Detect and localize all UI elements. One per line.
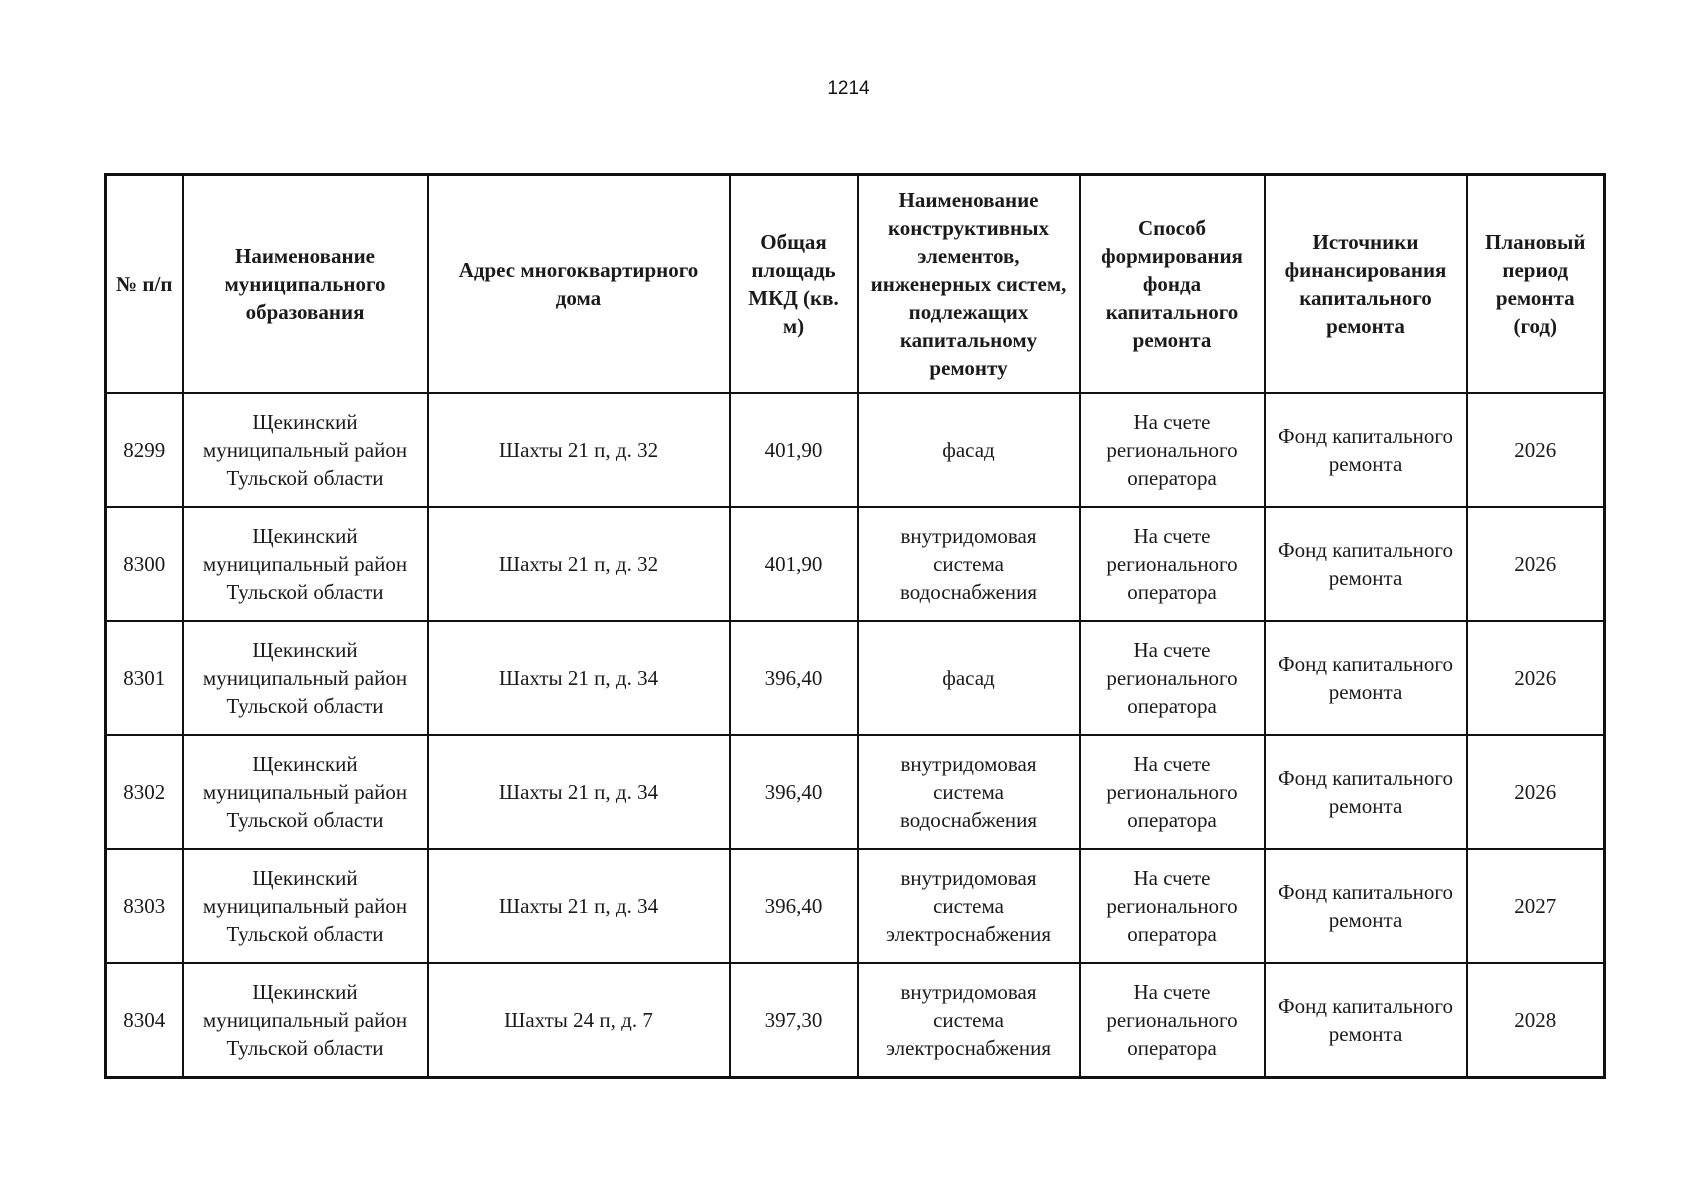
cell-index: 8303 [106, 849, 183, 963]
cell-fund-method: На счете регионального оператора [1080, 735, 1265, 849]
cell-index: 8304 [106, 963, 183, 1078]
header-area: Общая площадь МКД (кв. м) [730, 175, 858, 394]
page-number: 1214 [827, 78, 870, 99]
cell-financing-source: Фонд капитального ремонта [1265, 849, 1467, 963]
cell-elements: внутридомовая система водоснабжения [858, 735, 1080, 849]
cell-elements: фасад [858, 393, 1080, 507]
cell-financing-source: Фонд капитального ремонта [1265, 963, 1467, 1078]
header-index: № п/п [106, 175, 183, 394]
cell-planned-year: 2028 [1467, 963, 1605, 1078]
cell-index: 8302 [106, 735, 183, 849]
cell-index: 8300 [106, 507, 183, 621]
cell-index: 8301 [106, 621, 183, 735]
cell-address: Шахты 21 п, д. 34 [428, 735, 730, 849]
cell-fund-method: На счете регионального оператора [1080, 963, 1265, 1078]
table-row [106, 963, 1605, 1078]
cell-planned-year: 2026 [1467, 507, 1605, 621]
cell-planned-year: 2026 [1467, 621, 1605, 735]
cell-address: Шахты 21 п, д. 32 [428, 393, 730, 507]
header-fund-method: Способ формирования фонда капитального ремонта [1080, 175, 1265, 394]
table-row [106, 621, 1605, 735]
cell-elements: внутридомовая система электроснабжения [858, 849, 1080, 963]
header-address: Адрес многоквартирного дома [428, 175, 730, 394]
cell-address: Шахты 21 п, д. 34 [428, 621, 730, 735]
cell-municipality: Щекинский муниципальный район Тульской области [183, 393, 428, 507]
cell-area: 396,40 [730, 849, 858, 963]
header-financing-source: Источники финансирования капитального ремонта [1265, 175, 1467, 394]
cell-municipality: Щекинский муниципальный район Тульской области [183, 735, 428, 849]
cell-fund-method: На счете регионального оператора [1080, 621, 1265, 735]
cell-fund-method: На счете регионального оператора [1080, 507, 1265, 621]
cell-fund-method: На счете регионального оператора [1080, 393, 1265, 507]
cell-financing-source: Фонд капитального ремонта [1265, 507, 1467, 621]
cell-elements: внутридомовая система водоснабжения [858, 507, 1080, 621]
cell-address: Шахты 21 п, д. 32 [428, 507, 730, 621]
header-row [106, 175, 1605, 394]
table-row [106, 393, 1605, 507]
cell-fund-method: На счете регионального оператора [1080, 849, 1265, 963]
cell-area: 401,90 [730, 393, 858, 507]
header-planned-year: Плановый период ремонта (год) [1467, 175, 1605, 394]
cell-elements: внутридомовая система электроснабжения [858, 963, 1080, 1078]
table-header [106, 175, 1605, 394]
table-row [106, 507, 1605, 621]
table-row [106, 735, 1605, 849]
table-row [106, 849, 1605, 963]
cell-area: 401,90 [730, 507, 858, 621]
cell-financing-source: Фонд капитального ремонта [1265, 735, 1467, 849]
cell-financing-source: Фонд капитального ремонта [1265, 621, 1467, 735]
cell-index: 8299 [106, 393, 183, 507]
table-body [106, 393, 1605, 1078]
cell-area: 396,40 [730, 735, 858, 849]
cell-address: Шахты 24 п, д. 7 [428, 963, 730, 1078]
cell-planned-year: 2027 [1467, 849, 1605, 963]
cell-area: 396,40 [730, 621, 858, 735]
header-elements: Наименование конструктивных элементов, инженерных систем, подлежащих капитальному ремонту [858, 175, 1080, 394]
cell-municipality: Щекинский муниципальный район Тульской области [183, 621, 428, 735]
cell-area: 397,30 [730, 963, 858, 1078]
cell-elements: фасад [858, 621, 1080, 735]
cell-municipality: Щекинский муниципальный район Тульской области [183, 849, 428, 963]
cell-planned-year: 2026 [1467, 393, 1605, 507]
cell-financing-source: Фонд капитального ремонта [1265, 393, 1467, 507]
cell-planned-year: 2026 [1467, 735, 1605, 849]
cell-address: Шахты 21 п, д. 34 [428, 849, 730, 963]
cell-municipality: Щекинский муниципальный район Тульской области [183, 507, 428, 621]
header-municipality: Наименование муниципального образования [183, 175, 428, 394]
cell-municipality: Щекинский муниципальный район Тульской области [183, 963, 428, 1078]
capital-repair-table [104, 173, 1606, 1079]
